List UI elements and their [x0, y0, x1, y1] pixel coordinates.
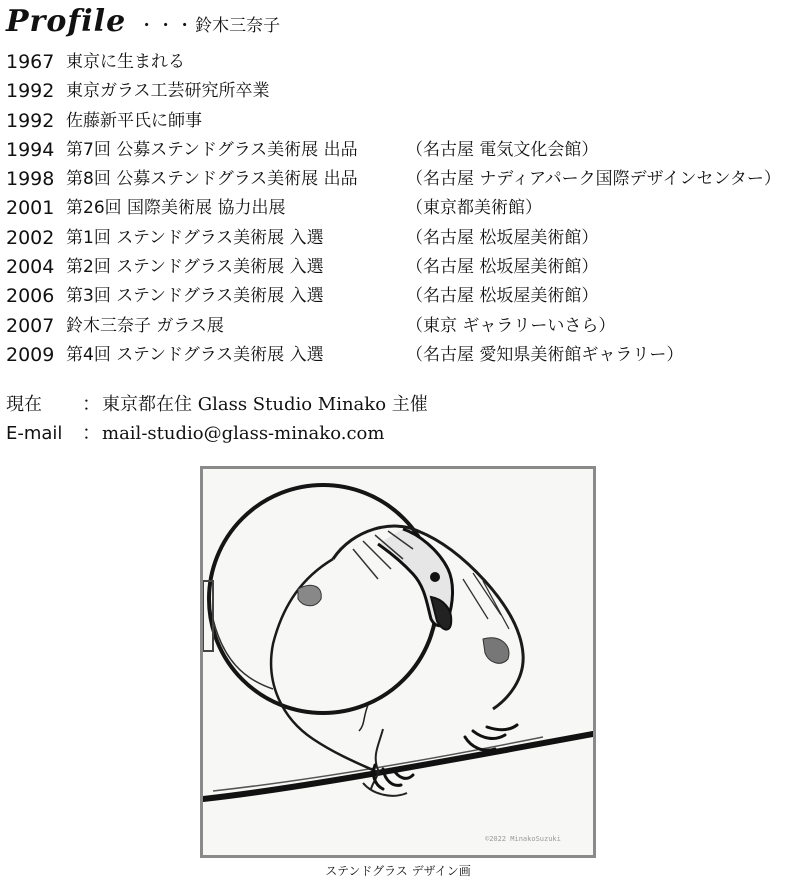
history-row	[6, 341, 800, 370]
history-venue: （名古屋 愛知県美術館ギャラリー）	[406, 344, 684, 365]
history-year: 2009	[6, 343, 55, 366]
history-event: 第8回 公募ステンドグラス美術展 出品	[66, 169, 358, 190]
history-venue: （東京都美術館）	[406, 198, 542, 219]
residence-colon: ：	[82, 393, 102, 415]
history-row	[6, 282, 800, 311]
history-list	[6, 48, 800, 370]
history-venue: （名古屋 松坂屋美術館）	[406, 286, 599, 307]
profile-title: Profile	[6, 4, 127, 39]
history-year: 2001	[6, 197, 55, 220]
history-event: 鈴木三奈子 ガラス展	[66, 315, 224, 336]
history-year: 1994	[6, 138, 55, 161]
artwork-caption: ステンドグラス デザイン画	[325, 864, 471, 878]
email-address[interactable]: mail-studio@glass-minako.com	[102, 423, 385, 444]
history-row	[6, 48, 800, 77]
history-row	[6, 312, 800, 341]
history-event: 東京に生まれる	[66, 52, 185, 72]
history-event: 東京ガラス工芸研究所卒業	[66, 81, 270, 102]
history-venue: （名古屋 電気文化会館）	[406, 139, 599, 160]
history-year: 2007	[6, 314, 55, 337]
history-venue: （東京 ギャラリーいさら）	[406, 315, 616, 336]
history-row	[6, 107, 800, 136]
history-row	[6, 253, 800, 282]
history-row	[6, 194, 800, 223]
history-row	[6, 77, 800, 106]
profile-dots: ・・・	[138, 16, 196, 36]
history-year: 1967	[6, 51, 55, 73]
history-venue: （名古屋 ナディアパーク国際デザインセンター）	[406, 169, 781, 190]
history-event: 第4回 ステンドグラス美術展 入選	[66, 344, 324, 365]
artist-name: 鈴木三奈子	[195, 16, 281, 36]
history-year: 2004	[6, 256, 55, 279]
history-event: 第1回 ステンドグラス美術展 入選	[66, 227, 324, 248]
history-event: 第26回 国際美術展 協力出展	[66, 198, 286, 219]
history-event: 第2回 ステンドグラス美術展 入選	[66, 257, 324, 278]
history-year: 1992	[6, 80, 55, 103]
residence-label: 現在	[6, 394, 42, 415]
artwork-signature: ©2022 MinakoSuzuki	[485, 835, 561, 843]
history-venue: （名古屋 松坂屋美術館）	[406, 227, 599, 248]
eagle-drawing	[203, 469, 593, 855]
contact-info	[6, 390, 800, 448]
email-colon: ：	[82, 422, 102, 444]
residence-value: 東京都在住 Glass Studio Minako 主催	[102, 394, 428, 415]
residence-row	[6, 390, 800, 419]
history-row	[6, 165, 800, 194]
history-row	[6, 136, 800, 165]
history-year: 2006	[6, 285, 55, 308]
history-event: 第7回 公募ステンドグラス美術展 出品	[66, 139, 358, 160]
email-row	[6, 419, 800, 448]
history-year: 1998	[6, 168, 55, 191]
artwork-image	[200, 466, 596, 858]
history-row	[6, 224, 800, 253]
history-year: 2002	[6, 226, 55, 249]
history-year: 1992	[6, 109, 55, 132]
history-venue: （名古屋 松坂屋美術館）	[406, 257, 599, 278]
history-event: 第3回 ステンドグラス美術展 入選	[66, 286, 324, 307]
profile-header	[6, 4, 280, 40]
email-label: E-mail	[6, 423, 63, 444]
history-event: 佐藤新平氏に師事	[66, 110, 202, 131]
